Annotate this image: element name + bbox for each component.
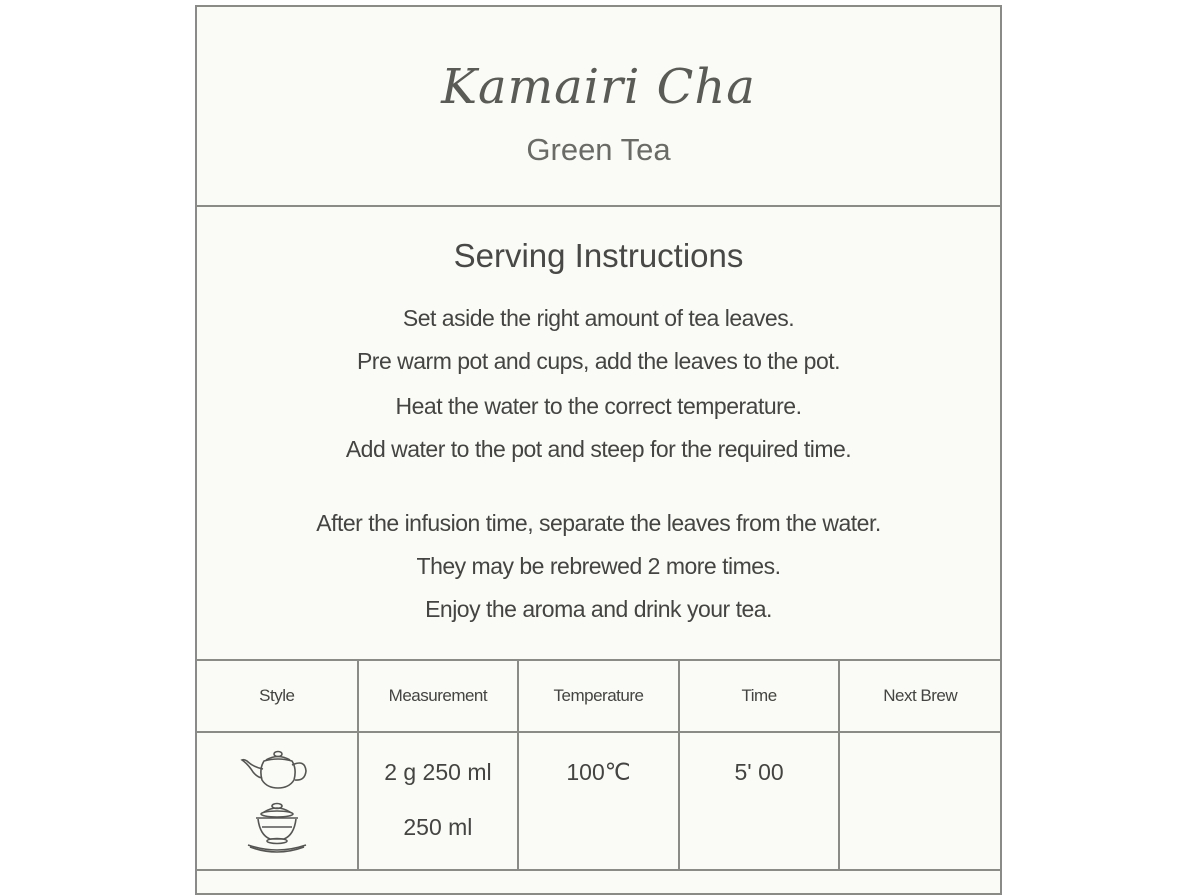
column-header-style: Style xyxy=(197,661,358,732)
instruction-step: Add water to the pot and steep for the required time. xyxy=(345,436,852,462)
table-row xyxy=(197,732,1000,870)
temperature-cell xyxy=(518,732,679,870)
table-header-row xyxy=(197,661,1000,732)
serving-instructions-section xyxy=(197,207,1000,661)
instruction-step: Set aside the right amount of tea leaves. xyxy=(402,305,795,331)
card-header xyxy=(197,7,1000,207)
column-header-measurement: Measurement xyxy=(358,661,519,732)
tea-name: Kamairi Cha xyxy=(441,59,756,115)
style-cell xyxy=(197,732,358,870)
section-heading: Serving Instructions xyxy=(453,237,744,274)
teapot-icon xyxy=(197,747,357,793)
instruction-step: Heat the water to the correct temperature. xyxy=(395,393,802,419)
instruction-step: Pre warm pot and cups, add the leaves to the pot. xyxy=(356,348,841,374)
measurement-cell xyxy=(358,732,519,870)
column-header-next-brew: Next Brew xyxy=(839,661,1000,732)
temperature-value: 100℃ xyxy=(566,759,631,785)
enjoy-note: Enjoy the aroma and drink your tea. xyxy=(425,596,772,622)
tea-card xyxy=(195,5,1002,895)
time-cell xyxy=(679,732,840,870)
column-header-temperature: Temperature xyxy=(518,661,679,732)
rebrew-note: They may be rebrewed 2 more times. xyxy=(416,553,781,579)
brewing-table xyxy=(197,661,1000,871)
time-value: 5' 00 xyxy=(734,759,784,785)
measurement-gaiwan: 250 ml xyxy=(403,814,473,840)
column-header-time: Time xyxy=(679,661,840,732)
after-infusion-note: After the infusion time, separate the leaves from the water. xyxy=(316,510,881,536)
next-brew-cell xyxy=(839,732,1000,870)
tea-type: Green Tea xyxy=(526,132,671,167)
gaiwan-icon xyxy=(197,801,357,857)
measurement-teapot: 2 g 250 ml xyxy=(384,759,492,785)
